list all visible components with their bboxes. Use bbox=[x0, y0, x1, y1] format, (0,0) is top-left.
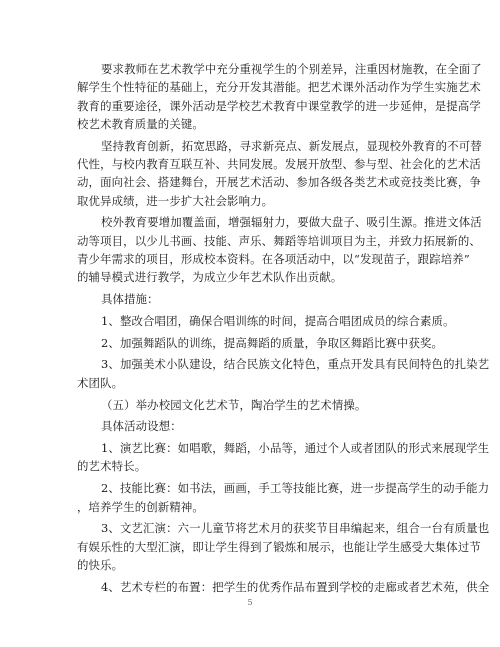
paragraph bbox=[77, 312, 455, 330]
paragraph bbox=[77, 213, 482, 286]
text-line: 要求教师在艺术教学中充分重视学生的个别差异，注重因材施教，在全面了 bbox=[101, 62, 482, 76]
paragraph bbox=[77, 396, 423, 414]
paragraph bbox=[77, 60, 482, 133]
text-line: 具体活动设想： bbox=[101, 419, 182, 434]
paragraph bbox=[77, 355, 490, 392]
paragraph bbox=[77, 417, 423, 435]
text-line: 3、文艺汇演：六一儿童节将艺术月的获奖节目串编起来，组合一台有质量也 bbox=[101, 521, 490, 536]
text-line: 校外教育要增加覆盖面，增强辐射力，要做大盘子、吸引生源。推进文体活 bbox=[101, 215, 482, 230]
document-body bbox=[77, 60, 490, 596]
text-line: 1、演艺比赛：如唱歌，舞蹈，小品等，通过个人或者团队的形式来展现学生 bbox=[101, 441, 490, 456]
text-line: ，培养学生的创新精神。 bbox=[77, 499, 204, 514]
text-line: 有娱乐性的大型汇演，即让学生得到了锻炼和展示，也能让学生感受大集体过节 bbox=[77, 539, 481, 554]
text-line: 的快乐。 bbox=[77, 557, 124, 572]
text-line: （五）举办校园文化艺术节，陶冶学生的艺术情操。 bbox=[101, 397, 367, 412]
text-line: 术团队。 bbox=[77, 375, 124, 390]
paragraph bbox=[77, 439, 490, 476]
paragraph bbox=[77, 334, 444, 352]
text-line: 动等项目，以少儿书画、技能、声乐、舞蹈等培训项目为主，并致力拓展新的、 bbox=[77, 233, 481, 248]
text-line: 4、艺术专栏的布置：把学生的优秀作品布置到学校的走廊或者艺术苑，供全 bbox=[101, 579, 490, 594]
text-line: 1、整改合唱团，确保合唱训练的时间，提高合唱团成员的综合素质。 bbox=[101, 313, 455, 328]
text-line: 具体措施： bbox=[101, 292, 159, 307]
text-line: 代性，与校内教育互联互补、共同发展。发展开放型、参与型、社会化的艺术活 bbox=[77, 156, 481, 171]
text-line: 动，面向社会、搭建舞台，开展艺术活动、参加各级各类艺术或竞技类比赛，争 bbox=[77, 175, 481, 190]
paragraph bbox=[77, 137, 482, 210]
text-line: 校艺术教育质量的关键。 bbox=[77, 116, 204, 131]
paragraph bbox=[77, 290, 423, 308]
paragraph bbox=[77, 479, 490, 516]
page-number: 5 bbox=[247, 598, 253, 607]
text-line: 青少年需求的项目，形成校本资料。在各项活动中，以“发现苗子，跟踪培养” bbox=[77, 251, 470, 266]
text-line: 2、加强舞蹈队的训练，提高舞蹈的质量，争取区舞蹈比赛中获奖。 bbox=[101, 335, 444, 350]
paragraph bbox=[77, 578, 490, 596]
text-line: 坚持教育创新，拓宽思路，寻求新亮点、新发展点，显现校外教育的不可替 bbox=[101, 138, 482, 153]
text-line: 3、加强美术小队建设，结合民族文化特色，重点开发具有民间特色的扎染艺 bbox=[101, 357, 490, 372]
text-line: 的艺术特长。 bbox=[77, 459, 147, 474]
text-line: 2、技能比赛：如书法，画画，手工等技能比赛，进一步提高学生的动手能力 bbox=[101, 481, 490, 496]
text-line: 解学生个性特征的基础上，充分开发其潜能。把艺术课外活动作为学生实施艺术 bbox=[77, 80, 481, 95]
paragraph bbox=[77, 519, 490, 574]
text-line: 的辅导模式进行教学，为成立少年艺术队作出贡献。 bbox=[77, 270, 343, 285]
text-line: 教育的重要途径，课外活动是学校艺术教育中课堂教学的进一步延伸，是提高学 bbox=[77, 98, 481, 113]
text-line: 取优异成绩，进一步扩大社会影响力。 bbox=[77, 193, 274, 208]
